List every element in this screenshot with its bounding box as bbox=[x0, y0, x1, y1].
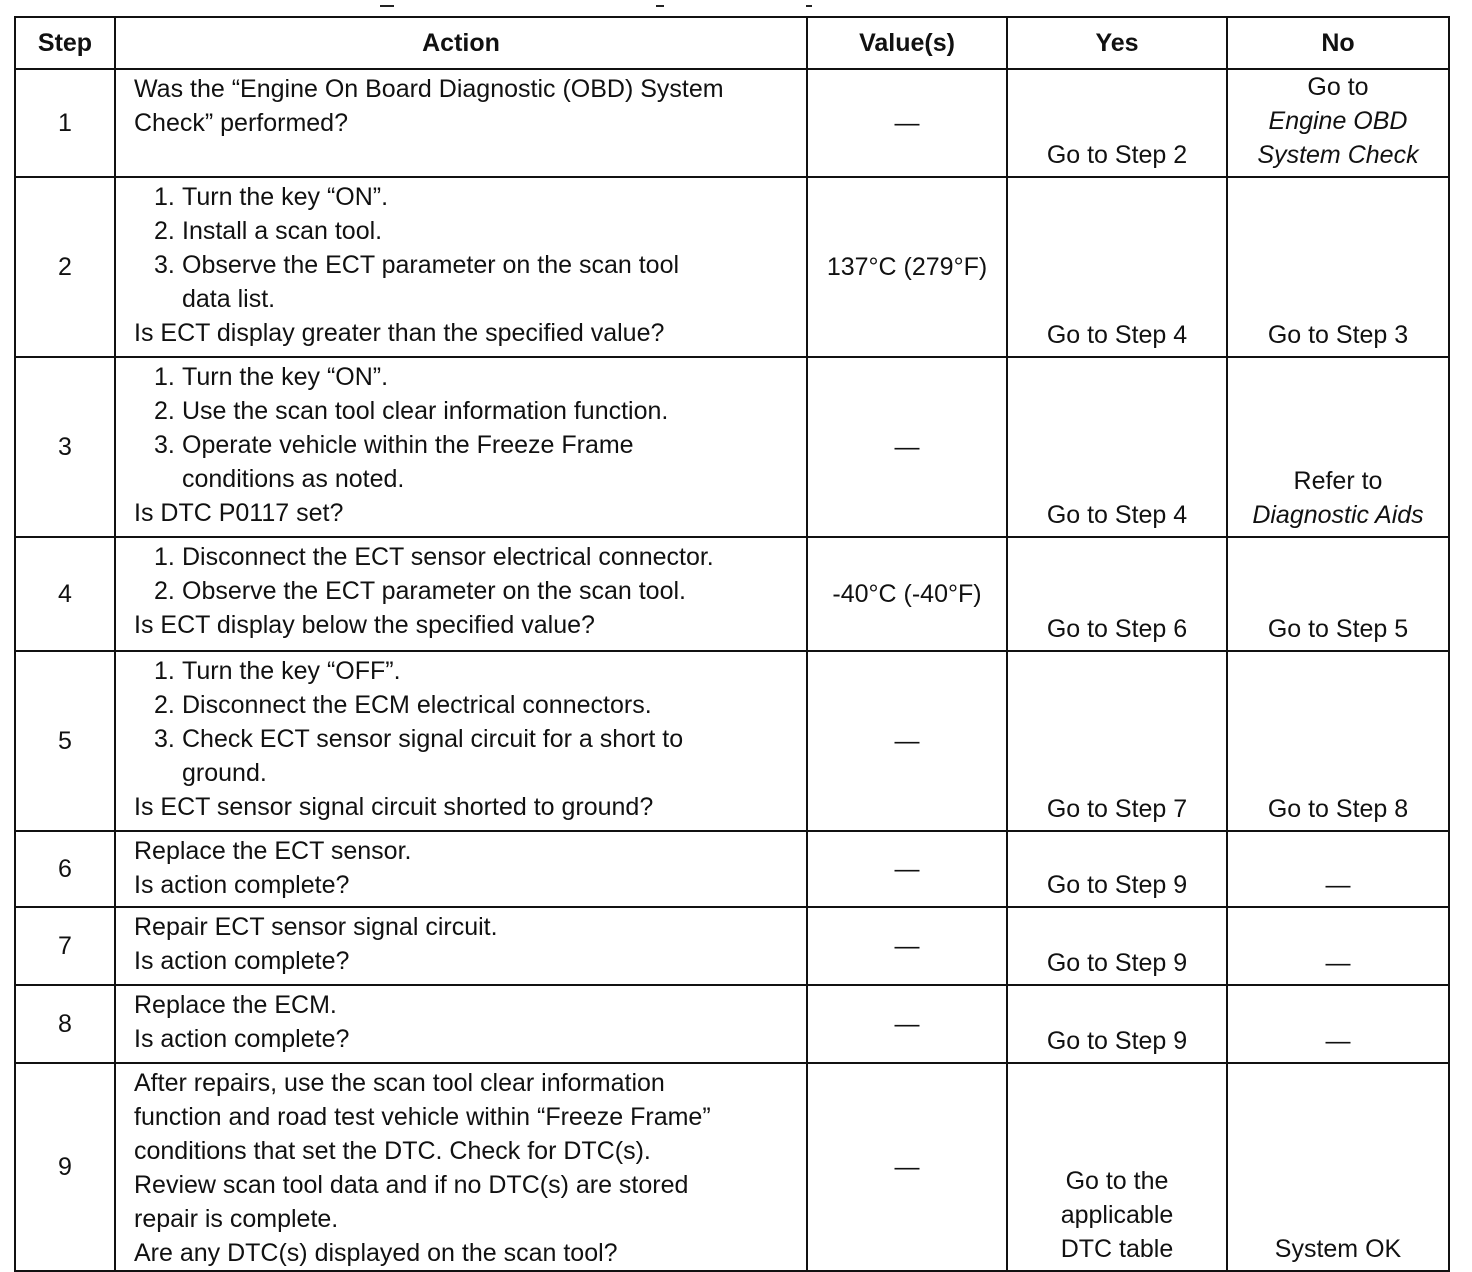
action-question: Are any DTC(s) displayed on the scan tool? bbox=[134, 1239, 618, 1267]
diagnostic-table bbox=[14, 16, 1450, 1272]
action-text: After repairs, use the scan tool clear information bbox=[134, 1069, 665, 1097]
header-row bbox=[15, 17, 1449, 69]
action-step-number: 2. bbox=[154, 577, 175, 605]
value-cell: — bbox=[807, 357, 1007, 537]
step-number-cell: 7 bbox=[15, 907, 115, 985]
action-step-text: conditions as noted. bbox=[182, 465, 405, 493]
value-cell: — bbox=[807, 831, 1007, 907]
table-row bbox=[15, 177, 1449, 357]
no-cell bbox=[1227, 537, 1449, 651]
action-question: Is ECT display greater than the specified value? bbox=[134, 319, 665, 347]
step-number-cell: 2 bbox=[15, 177, 115, 357]
action-question: Is action complete? bbox=[134, 1025, 350, 1053]
action-step-text: Disconnect the ECM electrical connectors. bbox=[182, 691, 652, 719]
action-step bbox=[154, 360, 800, 394]
no-text: — bbox=[1325, 1027, 1351, 1055]
action-step-text: Use the scan tool clear information function. bbox=[182, 397, 669, 425]
action-step-number: 3. bbox=[154, 251, 175, 279]
no-cell bbox=[1227, 69, 1449, 177]
action-step-number: 1. bbox=[154, 657, 175, 685]
step-number-cell: 4 bbox=[15, 537, 115, 651]
yes-text: Go to Step 7 bbox=[1046, 795, 1188, 823]
action-question: Is action complete? bbox=[134, 947, 350, 975]
action-step-text: Install a scan tool. bbox=[182, 217, 383, 245]
value-cell: -40°C (-40°F) bbox=[807, 537, 1007, 651]
step-number-cell: 5 bbox=[15, 651, 115, 831]
action-text: function and road test vehicle within “Freeze Frame” bbox=[134, 1103, 711, 1131]
action-question: Is ECT display below the specified value? bbox=[134, 611, 595, 639]
action-step-text: Observe the ECT parameter on the scan tool. bbox=[182, 577, 686, 605]
no-cell bbox=[1227, 177, 1449, 357]
yes-text: DTC table bbox=[1060, 1235, 1174, 1263]
action-step bbox=[154, 688, 800, 722]
action-text: Replace the ECM. bbox=[134, 991, 337, 1019]
step-number-cell: 3 bbox=[15, 357, 115, 537]
table-row bbox=[15, 69, 1449, 177]
yes-text: applicable bbox=[1060, 1201, 1174, 1229]
action-cell bbox=[115, 1063, 807, 1271]
value-cell: — bbox=[807, 651, 1007, 831]
no-text: Go to Step 3 bbox=[1267, 321, 1409, 349]
action-cell bbox=[115, 357, 807, 537]
table-row bbox=[15, 985, 1449, 1063]
yes-cell bbox=[1007, 69, 1227, 177]
action-cell bbox=[115, 177, 807, 357]
no-text: System OK bbox=[1274, 1235, 1402, 1263]
action-step-number: 2. bbox=[154, 397, 175, 425]
action-step-text: Check ECT sensor signal circuit for a short to bbox=[182, 725, 684, 753]
action-cell bbox=[115, 537, 807, 651]
action-step-text: data list. bbox=[182, 285, 276, 313]
header-yes: Yes bbox=[1007, 17, 1227, 69]
yes-cell bbox=[1007, 831, 1227, 907]
table-row bbox=[15, 357, 1449, 537]
action-question: Is ECT sensor signal circuit shorted to ground? bbox=[134, 793, 654, 821]
table-row bbox=[15, 537, 1449, 651]
action-step bbox=[154, 574, 800, 608]
action-text: Check” performed? bbox=[134, 109, 348, 137]
yes-cell bbox=[1007, 907, 1227, 985]
action-text: Was the “Engine On Board Diagnostic (OBD) System bbox=[134, 75, 724, 103]
no-text: Go to Step 5 bbox=[1267, 615, 1409, 643]
step-number-cell: 1 bbox=[15, 69, 115, 177]
action-step-number: 1. bbox=[154, 363, 175, 391]
action-step-text: Turn the key “ON”. bbox=[182, 183, 389, 211]
action-step bbox=[154, 654, 800, 688]
action-step bbox=[154, 428, 800, 496]
action-step bbox=[154, 722, 800, 790]
action-step-text: Disconnect the ECT sensor electrical connector. bbox=[182, 543, 714, 571]
action-cell bbox=[115, 651, 807, 831]
value-cell: 137°C (279°F) bbox=[807, 177, 1007, 357]
yes-text: Go to Step 2 bbox=[1046, 141, 1188, 169]
yes-cell bbox=[1007, 177, 1227, 357]
no-text: — bbox=[1325, 871, 1351, 899]
action-step-text: Turn the key “ON”. bbox=[182, 363, 389, 391]
action-step bbox=[154, 180, 800, 214]
no-reference: System Check bbox=[1257, 141, 1419, 169]
action-step-number: 2. bbox=[154, 217, 175, 245]
action-question: Is action complete? bbox=[134, 871, 350, 899]
no-text: — bbox=[1325, 949, 1351, 977]
step-number-cell: 9 bbox=[15, 1063, 115, 1271]
action-cell bbox=[115, 69, 807, 177]
action-text: conditions that set the DTC. Check for DTC(s). bbox=[134, 1137, 651, 1165]
action-text: repair is complete. bbox=[134, 1205, 339, 1233]
no-cell bbox=[1227, 907, 1449, 985]
table-row bbox=[15, 1063, 1449, 1271]
yes-cell bbox=[1007, 985, 1227, 1063]
yes-cell bbox=[1007, 357, 1227, 537]
no-cell bbox=[1227, 357, 1449, 537]
action-cell bbox=[115, 831, 807, 907]
table-row bbox=[15, 651, 1449, 831]
action-cell bbox=[115, 985, 807, 1063]
action-cell bbox=[115, 907, 807, 985]
action-step-text: ground. bbox=[182, 759, 267, 787]
no-cell bbox=[1227, 985, 1449, 1063]
no-reference: Engine OBD bbox=[1268, 107, 1408, 135]
action-step bbox=[154, 214, 800, 248]
yes-cell bbox=[1007, 537, 1227, 651]
value-cell: — bbox=[807, 907, 1007, 985]
step-number-cell: 8 bbox=[15, 985, 115, 1063]
yes-text: Go to Step 4 bbox=[1046, 501, 1188, 529]
action-text: Replace the ECT sensor. bbox=[134, 837, 412, 865]
no-text: Go to bbox=[1307, 73, 1369, 101]
action-step-number: 1. bbox=[154, 183, 175, 211]
action-step-text: Turn the key “OFF”. bbox=[182, 657, 401, 685]
yes-cell bbox=[1007, 1063, 1227, 1271]
scan-marks bbox=[380, 2, 820, 10]
yes-text: Go to Step 9 bbox=[1046, 1027, 1188, 1055]
header-no: No bbox=[1227, 17, 1449, 69]
action-question: Is DTC P0117 set? bbox=[134, 499, 344, 527]
action-step-number: 3. bbox=[154, 431, 175, 459]
table-row bbox=[15, 907, 1449, 985]
action-step-text: Observe the ECT parameter on the scan tool bbox=[182, 251, 680, 279]
action-step bbox=[154, 248, 800, 316]
yes-text: Go to Step 4 bbox=[1046, 321, 1188, 349]
yes-cell bbox=[1007, 651, 1227, 831]
no-reference: Diagnostic Aids bbox=[1252, 501, 1424, 529]
no-cell bbox=[1227, 1063, 1449, 1271]
step-number-cell: 6 bbox=[15, 831, 115, 907]
no-cell bbox=[1227, 651, 1449, 831]
action-text: Review scan tool data and if no DTC(s) are stored bbox=[134, 1171, 689, 1199]
no-cell bbox=[1227, 831, 1449, 907]
action-text: Repair ECT sensor signal circuit. bbox=[134, 913, 498, 941]
action-step bbox=[154, 540, 800, 574]
value-cell: — bbox=[807, 69, 1007, 177]
yes-text: Go to the bbox=[1065, 1167, 1169, 1195]
table-row bbox=[15, 831, 1449, 907]
action-step-text: Operate vehicle within the Freeze Frame bbox=[182, 431, 634, 459]
value-cell: — bbox=[807, 1063, 1007, 1271]
header-step: Step bbox=[15, 17, 115, 69]
yes-text: Go to Step 6 bbox=[1046, 615, 1188, 643]
action-step-number: 2. bbox=[154, 691, 175, 719]
value-cell: — bbox=[807, 985, 1007, 1063]
header-values: Value(s) bbox=[807, 17, 1007, 69]
action-step bbox=[154, 394, 800, 428]
yes-text: Go to Step 9 bbox=[1046, 949, 1188, 977]
header-action: Action bbox=[115, 17, 807, 69]
no-text: Refer to bbox=[1293, 467, 1383, 495]
yes-text: Go to Step 9 bbox=[1046, 871, 1188, 899]
action-step-number: 1. bbox=[154, 543, 175, 571]
action-step-number: 3. bbox=[154, 725, 175, 753]
no-text: Go to Step 8 bbox=[1267, 795, 1409, 823]
